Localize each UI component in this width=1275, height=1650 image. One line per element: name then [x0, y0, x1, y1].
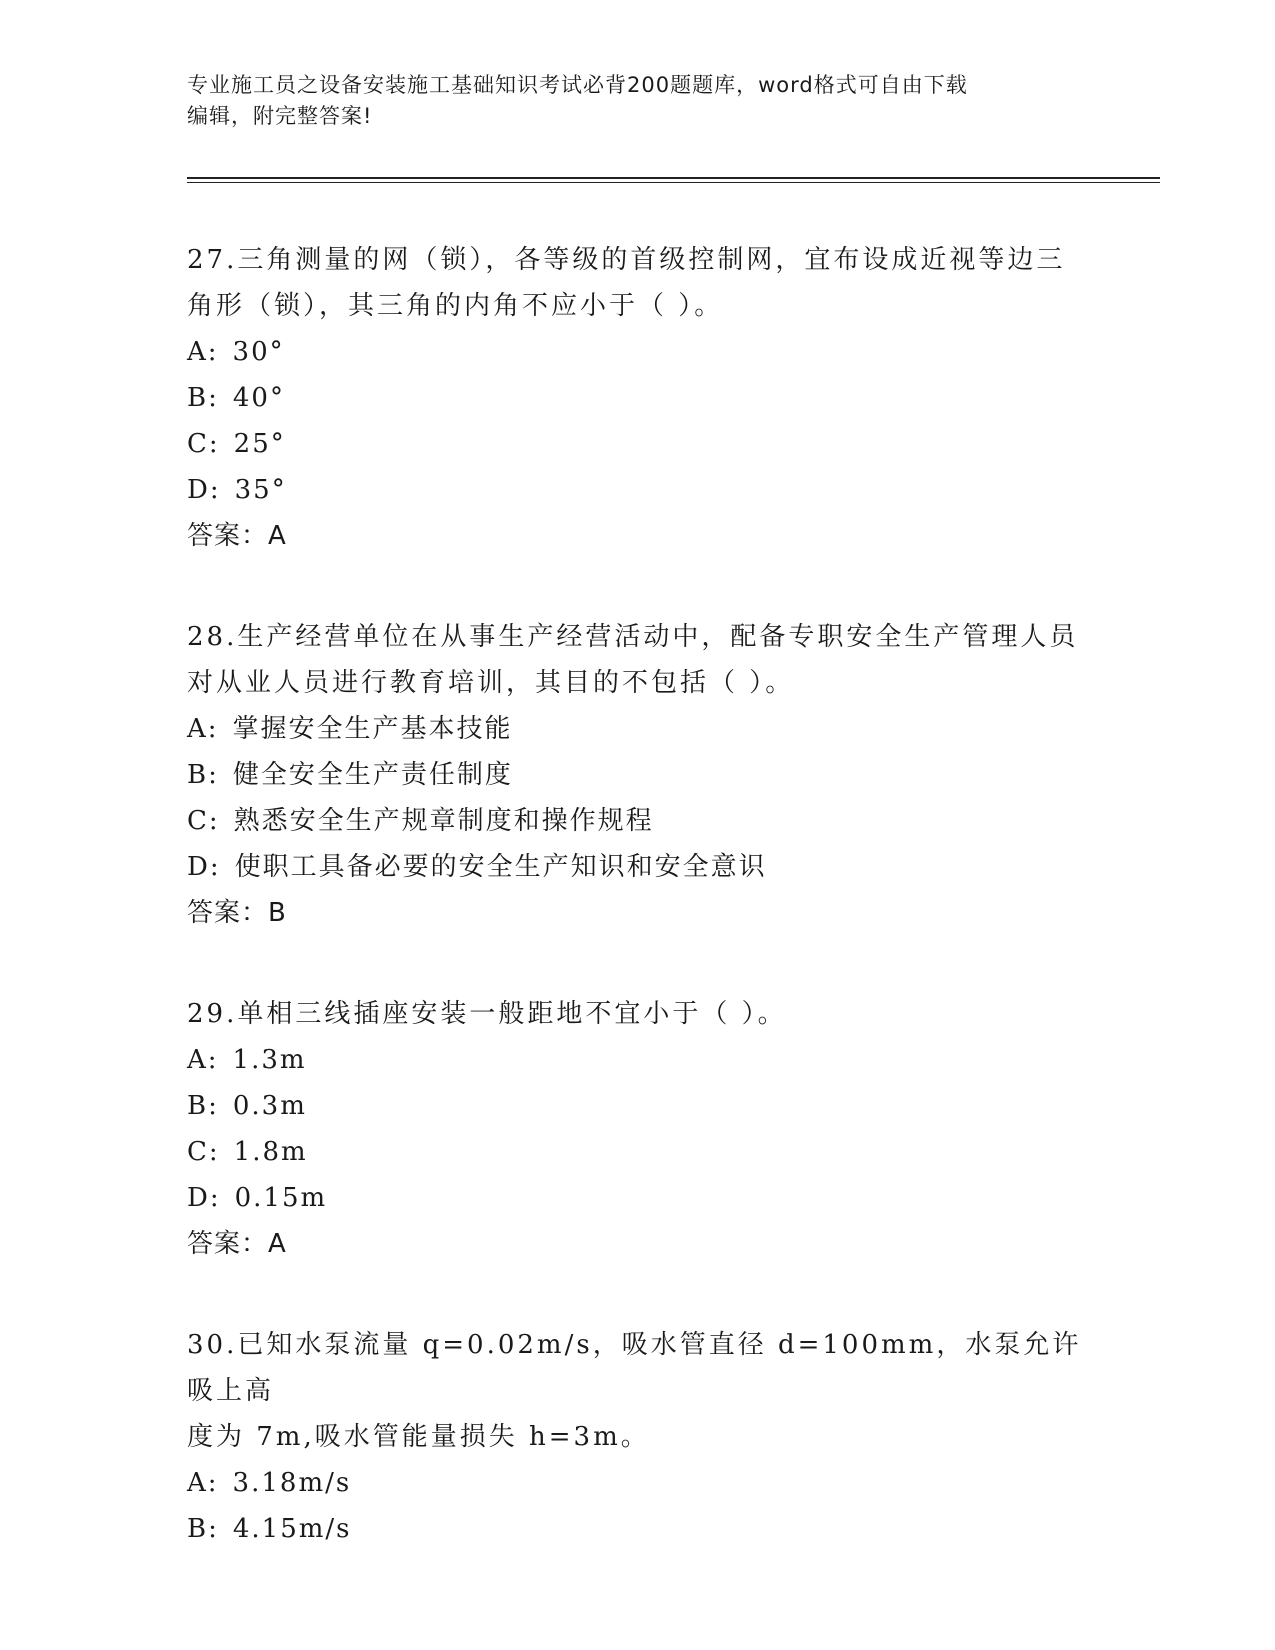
option-b — [187, 1506, 1087, 1552]
option-a — [187, 706, 1087, 752]
header-line-2: 编辑，附完整答案! — [187, 104, 373, 128]
option-a — [187, 329, 1087, 375]
option-text: 3.18m/s — [232, 1468, 352, 1498]
option-text: 健全安全生产责任制度 — [232, 760, 513, 790]
question-stem-line: 对从业人员进行教育培训，其目的不包括（ ）。 — [187, 668, 795, 698]
option-key: C: — [187, 806, 220, 836]
option-b — [187, 1083, 1087, 1129]
question-30 — [187, 1322, 1087, 1552]
answer-line: 答案：A — [187, 521, 287, 551]
header-line-1: 专业施工员之设备安装施工基础知识考试必背200题题库，word格式可自由下载 — [187, 73, 968, 97]
option-b — [187, 752, 1087, 798]
option-key: D: — [187, 852, 221, 882]
option-c — [187, 421, 1087, 467]
option-key: B: — [187, 383, 219, 413]
question-stem-line: 度为 7m,吸水管能量损失 h=3m。 — [187, 1422, 650, 1452]
answer-line: 答案：B — [187, 898, 287, 928]
option-text: 熟悉安全生产规章制度和操作规程 — [233, 806, 654, 836]
option-a — [187, 1460, 1087, 1506]
option-text: 30° — [232, 337, 285, 367]
option-text: 使职工具备必要的安全生产知识和安全意识 — [234, 852, 767, 882]
answer-line: 答案：A — [187, 1229, 287, 1259]
question-29 — [187, 991, 1087, 1267]
option-key: B: — [187, 1091, 219, 1121]
header-divider-thin — [187, 182, 1160, 183]
option-key: A: — [187, 337, 219, 367]
question-list — [187, 237, 1087, 1607]
option-text: 1.3m — [232, 1045, 307, 1075]
question-stem-line: 角形（锁），其三角的内角不应小于（ ）。 — [187, 291, 724, 321]
option-key: B: — [187, 760, 219, 790]
option-text: 1.8m — [233, 1137, 308, 1167]
option-text: 掌握安全生产基本技能 — [232, 714, 513, 744]
option-key: B: — [187, 1514, 219, 1544]
option-key: A: — [187, 714, 219, 744]
option-d — [187, 844, 1087, 890]
question-stem-line: 28.生产经营单位在从事生产经营活动中，配备专职安全生产管理人员 — [187, 622, 1079, 652]
option-text: 25° — [233, 429, 286, 459]
option-c — [187, 1129, 1087, 1175]
header-divider — [187, 177, 1160, 179]
option-d — [187, 1175, 1087, 1221]
option-d — [187, 467, 1087, 513]
option-text: 0.15m — [234, 1183, 328, 1213]
option-text: 40° — [232, 383, 285, 413]
option-key: C: — [187, 429, 220, 459]
option-text: 4.15m/s — [232, 1514, 352, 1544]
question-28 — [187, 614, 1087, 936]
question-27 — [187, 237, 1087, 559]
question-stem-line: 27.三角测量的网（锁），各等级的首级控制网，宜布设成近视等边三 — [187, 245, 1066, 275]
option-c — [187, 798, 1087, 844]
option-key: C: — [187, 1137, 220, 1167]
document-header — [187, 70, 1067, 132]
question-stem-line: 30.已知水泵流量 q=0.02m/s，吸水管直径 d=100mm，水泵允许吸上高 — [187, 1330, 1082, 1406]
question-stem-line: 29.单相三线插座安装一般距地不宜小于（ ）。 — [187, 999, 787, 1029]
option-key: D: — [187, 1183, 221, 1213]
option-text: 0.3m — [232, 1091, 307, 1121]
option-b — [187, 375, 1087, 421]
option-a — [187, 1037, 1087, 1083]
option-text: 35° — [234, 475, 287, 505]
option-key: A: — [187, 1045, 219, 1075]
option-key: A: — [187, 1468, 219, 1498]
option-key: D: — [187, 475, 221, 505]
